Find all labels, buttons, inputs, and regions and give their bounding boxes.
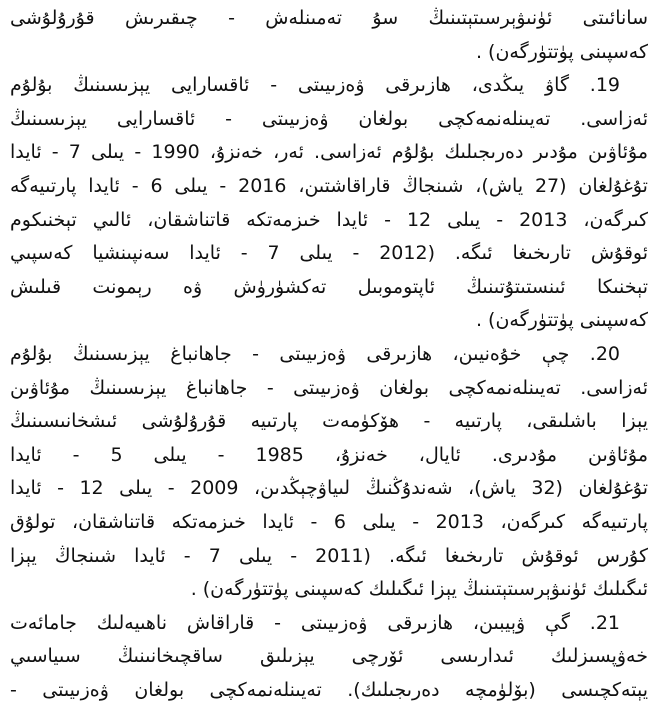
text-line: تۇغۇلغان (32 ياش)، شەندۇڭنىڭ لىياۋچېڭدىن، 2009 - يىلى 12 - ئايدا bbox=[10, 477, 648, 500]
text-line: كەسپىنى پۈتتۈرگەن) . bbox=[475, 309, 648, 332]
text-line: تېخنىكا ئىنستىتۇتىنىڭ ئاپتوموبىل تەكشۈرۈش ۋە رېمونت قىلىش bbox=[10, 275, 648, 298]
text-line: ئىگىلىك ئۈنىۋېرسىتېتىنىڭ يېزا ئىگىلىك كەسپىنى پۈتتۈرگەن) . bbox=[190, 578, 648, 601]
text-line: پارتىيەگە كىرگەن، 2013 - يىلى 6 - ئايدا خىزمەتكە قاتناشقان، تولۇق bbox=[10, 510, 648, 533]
text-line: يېزا باشلىقى، پارتىيە - ھۆكۈمەت پارتىيە قۇرۇلۇشى ئىشخانىسىنىڭ bbox=[10, 410, 648, 433]
text-line: مۇئاۋىن مۇدىر دەرىجىلىك بۇلۇم ئەزاسى. ئەر، خەنزۇ، 1990 - يىلى 7 - ئايدا bbox=[10, 141, 648, 164]
text-line: ئەزاسى. تەيىنلەنمەكچى بولغان ۋەزىيىتى - ئاقسارايى يېزىسىنىڭ bbox=[10, 107, 648, 130]
text-line: كەسپىنى پۈتتۈرگەن) . bbox=[475, 40, 648, 63]
text-line: 19. گاۋ يىڭدى، ھازىرقى ۋەزىيىتى - ئاقسارايى يېزىسىنىڭ بۇلۇم bbox=[10, 74, 620, 97]
text-line: تۇغۇلغان (27 ياش)، شىنجاڭ قاراقاشتىن، 2016 - يىلى 6 - ئايدا پارتىيەگە bbox=[10, 174, 648, 197]
text-line: مۇئاۋىن مۇدىرى. ئايال، خەنزۇ، 1985 - يىلى 5 - ئايدا bbox=[10, 443, 648, 466]
text-line: يېتەكچىسى (بۆلۈمچە دەرىجىلىك). تەيىنلەنمەكچى بولغان ۋەزىيىتى - bbox=[10, 678, 648, 701]
text-line: سانائىتى ئۈنىۋېرسىتېتىنىڭ سۇ تەمىنلەش - چىقىرىش قۇرۇلۇشى bbox=[10, 7, 648, 29]
text-line: خەۋپسىزلىك ئىدارىسى ئۆرچى يېزىلىق ساقچىخانىنىڭ سىياسىي bbox=[10, 645, 648, 668]
text-line: 20. چې خۇەنيىن، ھازىرقى ۋەزىيىتى - جاھانباغ يېزىسىنىڭ بۇلۇم bbox=[10, 342, 620, 365]
text-line: 21. گې ۋېيبىن، ھازىرقى ۋەزىيىتى - قاراقاش ناھىيەلىك جامائەت bbox=[10, 611, 620, 634]
text-line: كىرگەن، 2013 - يىلى 12 - ئايدا خىزمەتكە قاتناشقان، ئالىي تېخنىكوم bbox=[10, 208, 648, 231]
text-line: ئەزاسى. تەيىنلەنمەكچى بولغان ۋەزىيىتى - جاھانباغ يېزىسىنىڭ مۇئاۋىن bbox=[10, 376, 648, 399]
text-line: كۇرس ئوقۇش تارىخىغا ئىگە. (2011 - يىلى 7 - ئايدا شىنجاڭ يېزا bbox=[10, 544, 648, 567]
text-line: ئوقۇش تارىخىغا ئىگە. (2012 - يىلى 7 - ئايدا سەنپىنشيا كەسپىي bbox=[10, 242, 648, 265]
